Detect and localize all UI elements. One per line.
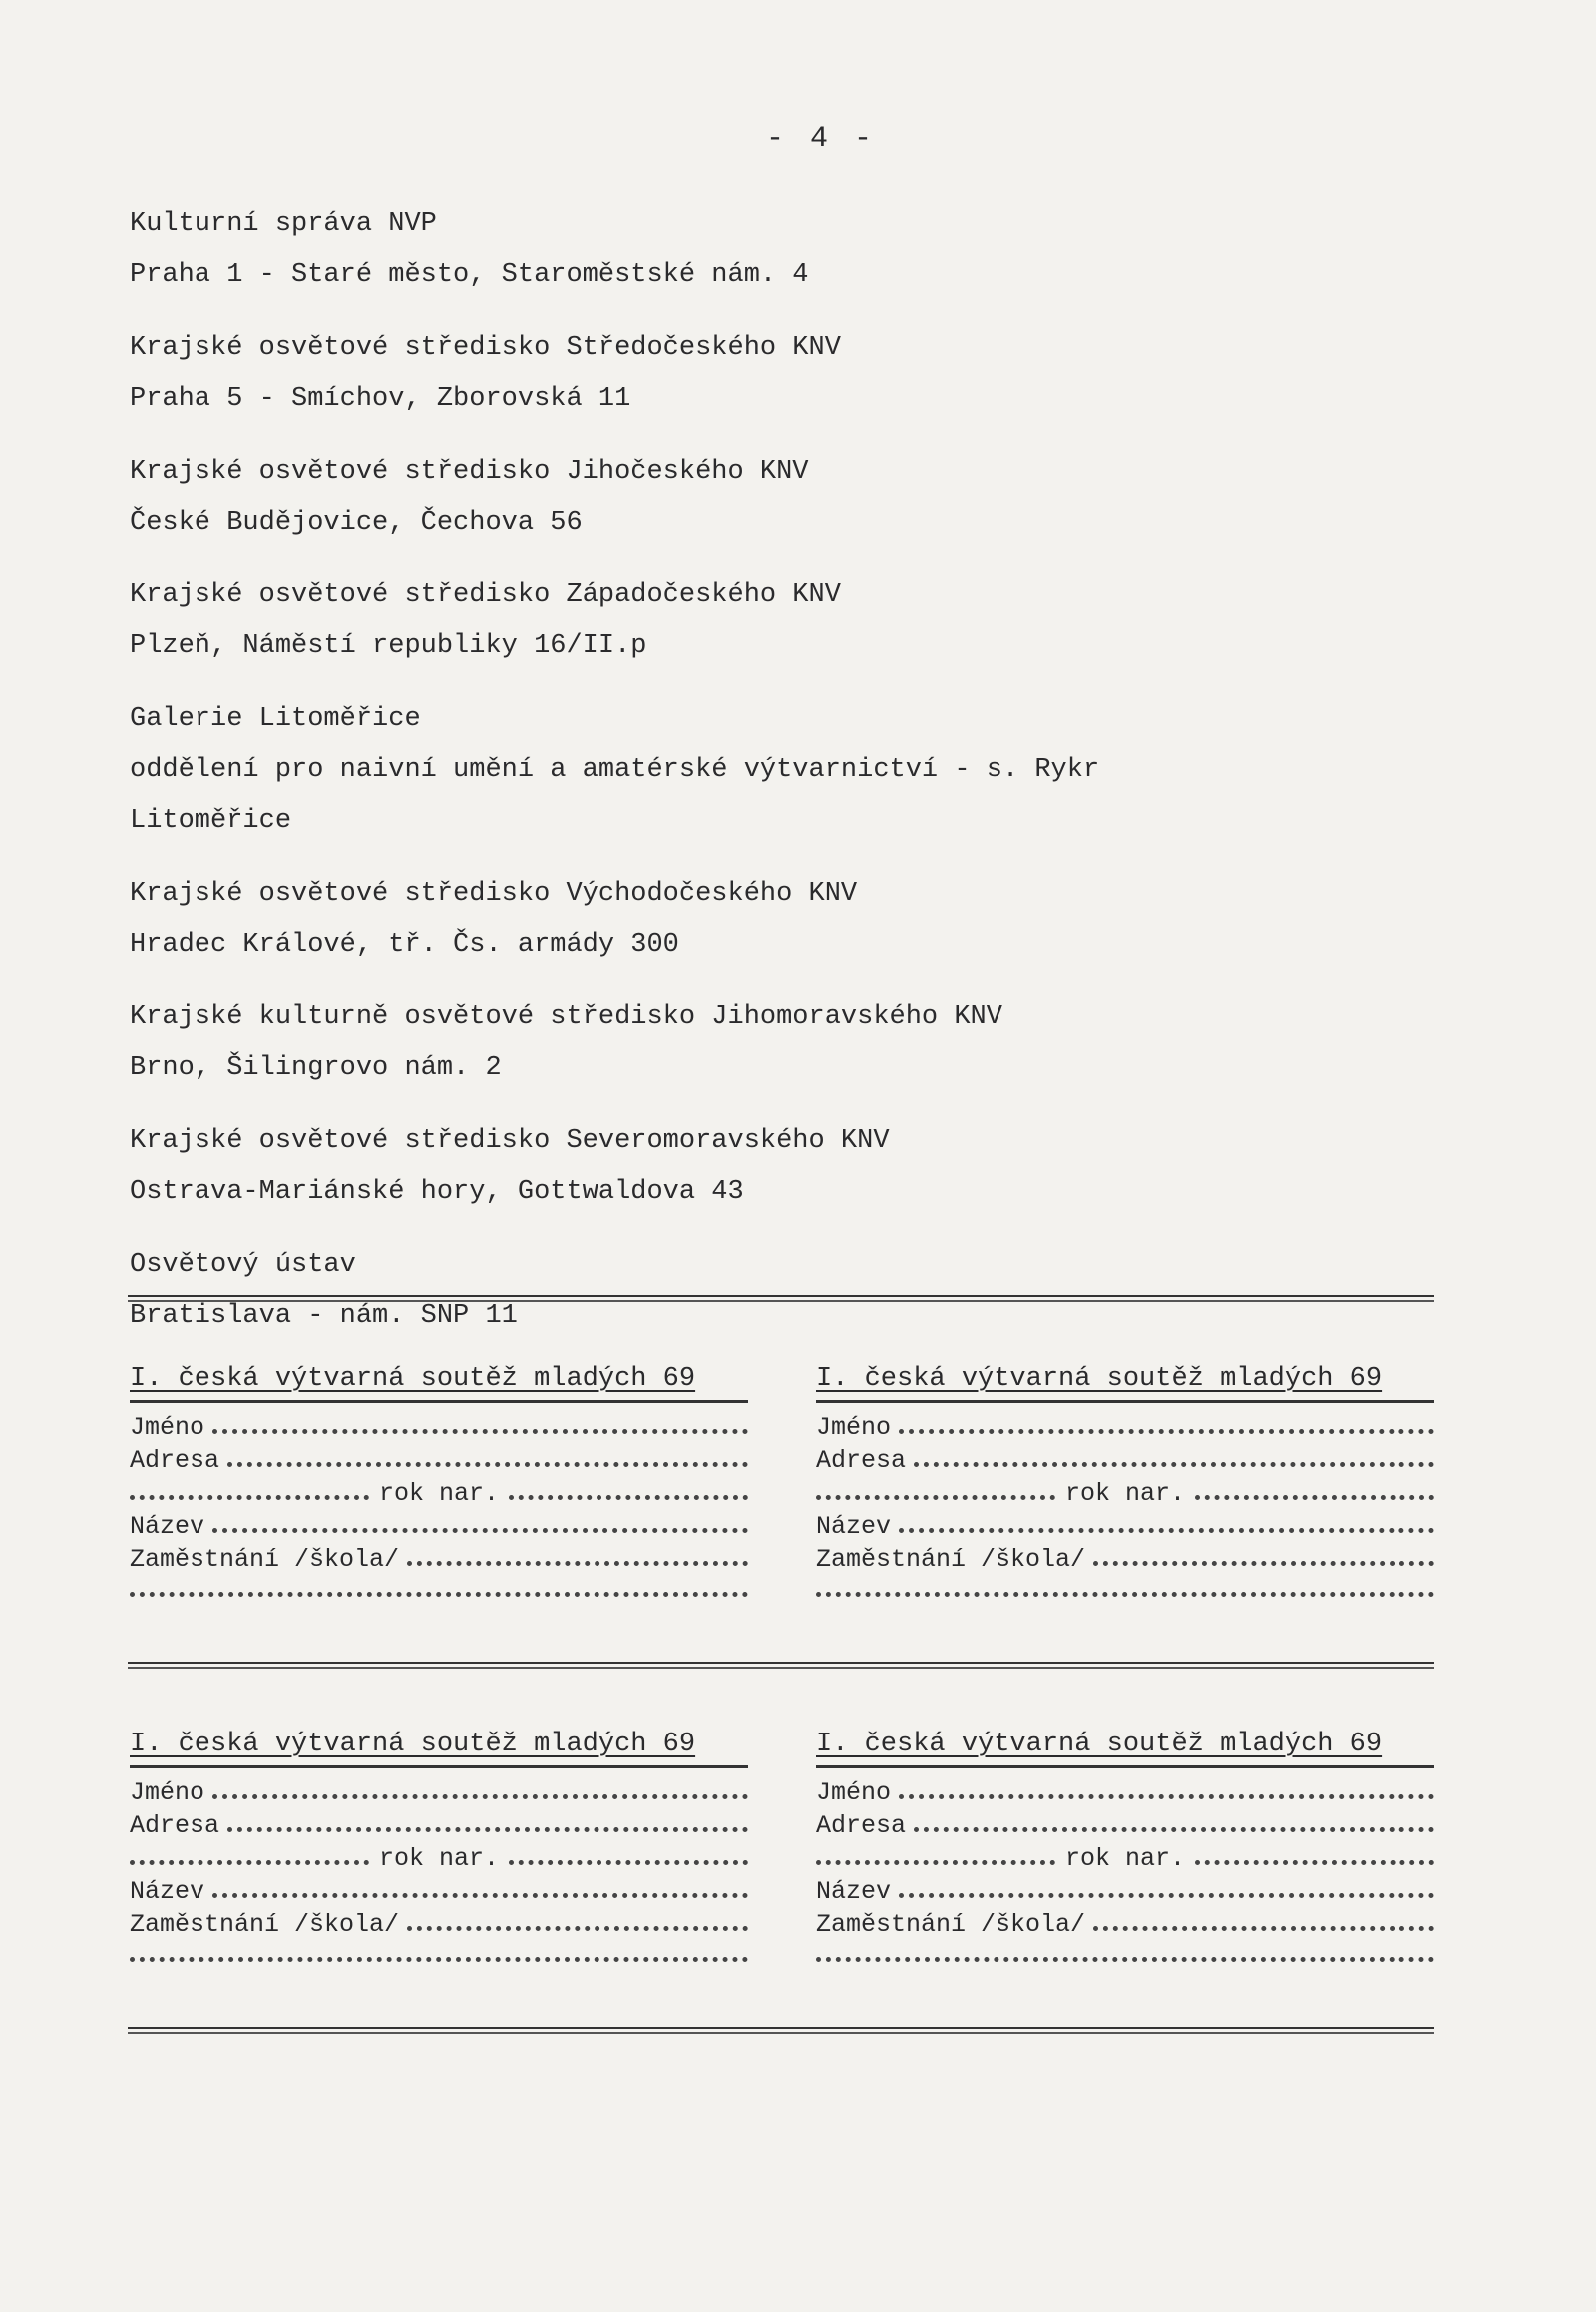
occupation-field	[816, 1910, 1434, 1943]
separator-rule	[128, 2027, 1434, 2029]
institution-name: Krajské osvětové středisko Severomoravského KNV	[130, 1126, 890, 1156]
field-label: Jméno	[130, 1413, 205, 1442]
work-title-field	[816, 1877, 1434, 1910]
entry-slip	[130, 1726, 748, 1976]
birth-year-field	[816, 1844, 1434, 1877]
work-title-field	[816, 1512, 1434, 1545]
entry-slip	[816, 1726, 1434, 1976]
institution-address: oddělení pro naivní umění a amatérské výtvarnictví - s. Rykr	[130, 755, 1100, 785]
occupation-field	[130, 1910, 748, 1943]
institution-name: Galerie Litoměřice	[130, 704, 421, 734]
field-label: Název	[816, 1877, 892, 1906]
field-label: rok nar.	[378, 1844, 500, 1873]
address-entry	[130, 447, 1476, 549]
separator-rule	[128, 1662, 1434, 1664]
work-title-field	[130, 1877, 748, 1910]
address-entry	[130, 323, 1476, 425]
address-list	[130, 199, 1476, 1363]
institution-name: Krajské osvětové středisko Jihočeského KNV	[130, 457, 809, 487]
address-entry	[130, 199, 1476, 301]
institution-address: Praha 5 - Smíchov, Zborovská 11	[130, 384, 631, 414]
address-field	[816, 1811, 1434, 1844]
birth-year-field	[130, 1844, 748, 1877]
address-field	[130, 1446, 748, 1479]
birth-year-field	[130, 1479, 748, 1512]
occupation-field	[816, 1545, 1434, 1578]
blank-line	[130, 1578, 748, 1611]
slip-title: I. česká výtvarná soutěž mladých 69	[816, 1360, 1434, 1403]
institution-address: České Budějovice, Čechova 56	[130, 508, 583, 538]
slip-title: I. česká výtvarná soutěž mladých 69	[130, 1726, 748, 1768]
field-label: Název	[816, 1512, 892, 1541]
field-label: Adresa	[816, 1811, 907, 1840]
field-label: Adresa	[130, 1811, 220, 1840]
institution-name: Krajské osvětové středisko Středočeského KNV	[130, 333, 841, 363]
address-entry	[130, 571, 1476, 672]
field-label: Název	[130, 1512, 205, 1541]
institution-name: Krajské osvětové středisko Východočeského KNV	[130, 879, 858, 909]
field-label: Jméno	[816, 1413, 892, 1442]
blank-line	[130, 1943, 748, 1976]
name-field	[816, 1778, 1434, 1811]
field-label: Zaměstnání /škola/	[816, 1545, 1086, 1574]
field-label: Jméno	[816, 1778, 892, 1807]
occupation-field	[130, 1545, 748, 1578]
blank-line	[816, 1943, 1434, 1976]
field-label: Zaměstnání /škola/	[130, 1910, 400, 1939]
address-entry	[130, 1116, 1476, 1218]
address-entry	[130, 992, 1476, 1094]
institution-name: Osvětový ústav	[130, 1250, 356, 1280]
work-title-field	[130, 1512, 748, 1545]
blank-line	[816, 1578, 1434, 1611]
field-label: Adresa	[816, 1446, 907, 1475]
address-entry	[130, 869, 1476, 970]
field-label: Zaměstnání /škola/	[816, 1910, 1086, 1939]
field-label: Název	[130, 1877, 205, 1906]
name-field	[816, 1413, 1434, 1446]
page-number: - 4 -	[766, 122, 877, 156]
name-field	[130, 1413, 748, 1446]
separator-rule	[128, 1295, 1434, 1297]
field-label: rok nar.	[1064, 1844, 1186, 1873]
institution-address: Praha 1 - Staré město, Staroměstské nám. 4	[130, 260, 809, 290]
field-label: rok nar.	[378, 1479, 500, 1508]
field-label: Adresa	[130, 1446, 220, 1475]
institution-name: Krajské kulturně osvětové středisko Jihomoravského KNV	[130, 1002, 1002, 1032]
institution-address: Plzeň, Náměstí republiky 16/II.p	[130, 631, 647, 661]
entry-slip	[816, 1360, 1434, 1611]
field-label: Zaměstnání /škola/	[130, 1545, 400, 1574]
birth-year-field	[816, 1479, 1434, 1512]
address-field	[130, 1811, 748, 1844]
institution-name: Krajské osvětové středisko Západočeského KNV	[130, 580, 841, 610]
name-field	[130, 1778, 748, 1811]
slip-title: I. česká výtvarná soutěž mladých 69	[816, 1726, 1434, 1768]
address-field	[816, 1446, 1434, 1479]
institution-address: Brno, Šilingrovo nám. 2	[130, 1053, 502, 1083]
institution-address-city: Litoměřice	[130, 806, 292, 836]
institution-address: Ostrava-Mariánské hory, Gottwaldova 43	[130, 1177, 744, 1207]
slip-title: I. česká výtvarná soutěž mladých 69	[130, 1360, 748, 1403]
address-entry	[130, 694, 1476, 847]
field-label: rok nar.	[1064, 1479, 1186, 1508]
institution-address: Hradec Králové, tř. Čs. armády 300	[130, 930, 679, 960]
institution-name: Kulturní správa NVP	[130, 209, 437, 239]
institution-address: Bratislava - nám. SNP 11	[130, 1301, 518, 1331]
address-entry	[130, 1240, 1476, 1342]
field-label: Jméno	[130, 1778, 205, 1807]
entry-slip	[130, 1360, 748, 1611]
